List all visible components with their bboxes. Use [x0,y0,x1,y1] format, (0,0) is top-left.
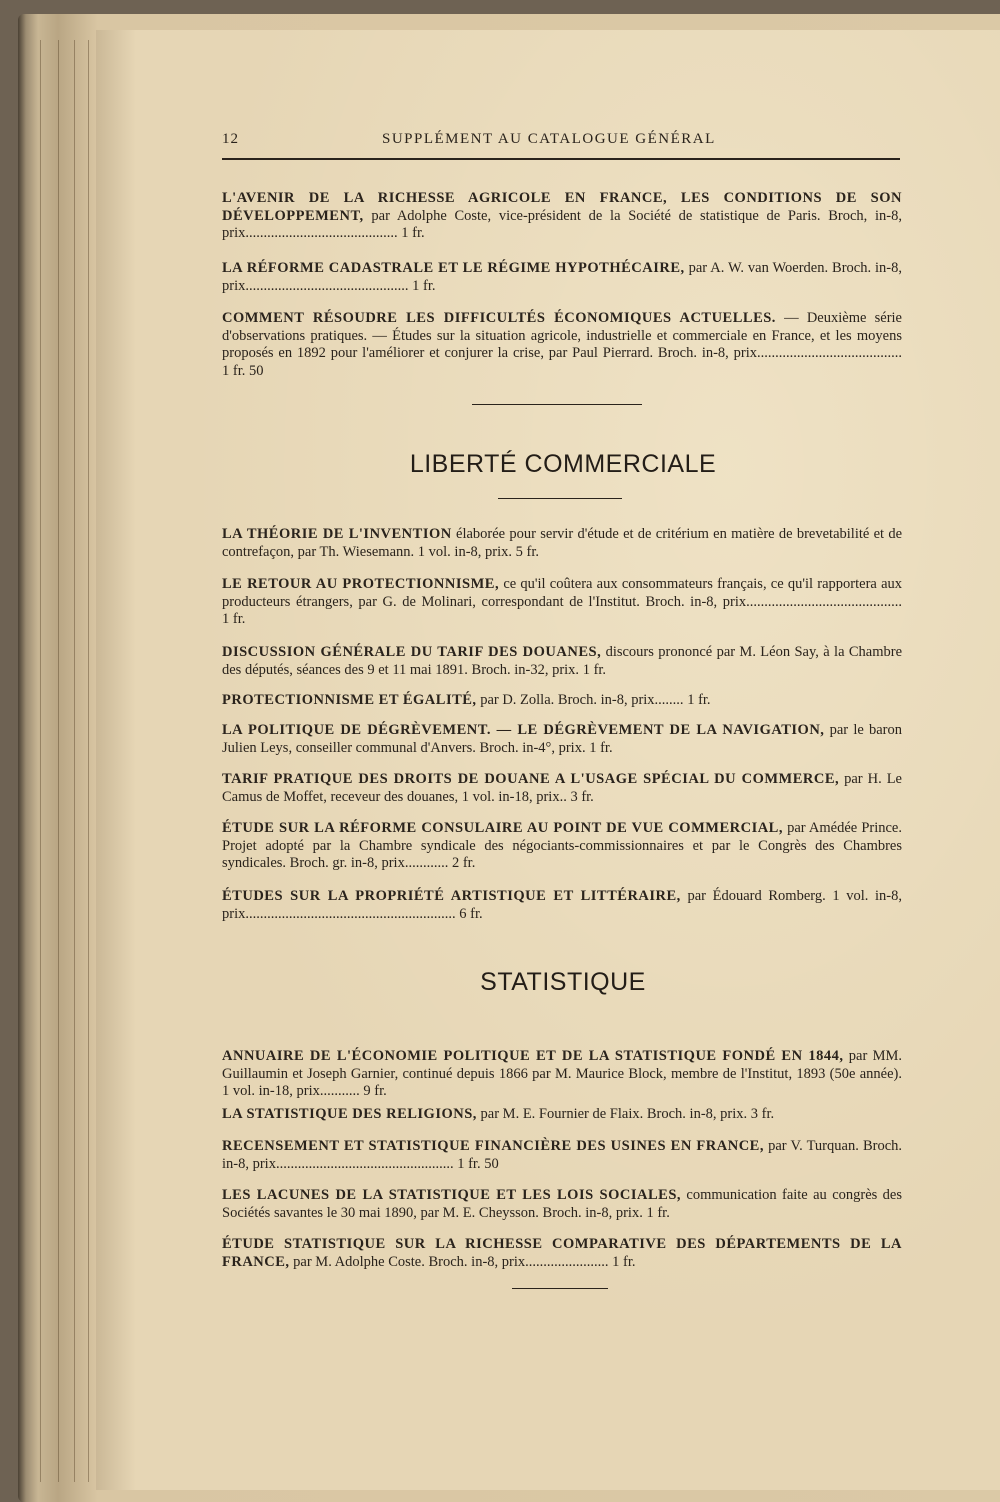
entry-text: discours prononcé par M. Léon Say, à la Chambre des députés, séances des 9 et 11 mai 1891. Broch. in-32, prix. [222,644,903,678]
entry-price: 1 fr. [646,1204,670,1221]
entry-price: 3 fr. [570,788,594,805]
entry-text: élaborée pour servir d'étude et de critérium en matière de brevetabilité et de contrefaçon, par Th. Wiesemann. 1 vol. in-8, prix. [222,526,903,560]
entry-price: 1 fr. 50 [457,1155,499,1172]
section-title: LIBERTÉ COMMERCIALE [409,450,717,478]
entry-text: communication faite au congrès des Sociétés savantes le 30 mai 1890, par M. E. Cheysson. Broch. in-8, prix. [222,1187,902,1221]
entry-text: par M. Adolphe Coste. Broch. in-8, prix....................... [293,1253,609,1270]
entry-price: 6 fr. [459,905,483,922]
page-edge-line [58,40,59,1482]
page-edge-line [40,40,41,1482]
catalogue-entry [222,644,902,679]
entry-text: — Deuxième série d'observations pratiques. — Études sur la situation agricole, industrielle et commerciale en France, et les moyens proposés en 1892 pour l'améliorer et conjurer la crise, par Paul Pierrard. Broch. in-8, prix........................................ [222,310,902,361]
entry-title: DISCUSSION GÉNÉRALE DU TARIF DES DOUANES, [222,644,602,660]
section-divider [512,1288,608,1289]
entry-price: 1 fr. [589,739,613,756]
entry-title: LA RÉFORME CADASTRALE ET LE RÉGIME HYPOTHÉCAIRE, [222,260,685,276]
entry-title: RECENSEMENT ET STATISTIQUE FINANCIÈRE DES USINES EN FRANCE, [222,1138,764,1154]
catalogue-entry [222,190,902,243]
entry-title: LA STATISTIQUE DES RELIGIONS, [222,1106,477,1122]
entry-price: 5 fr. [515,543,539,560]
catalogue-entry [222,1048,902,1101]
entry-price: 9 fr. [363,1083,387,1099]
entry-text: par D. Zolla. Broch. in-8, prix........ [480,692,684,708]
entry-text: par Adolphe Coste, vice-président de la Société de statistique de Paris. Broch, in-8, prix.......................................... [222,207,903,241]
entry-text: par M. E. Fournier de Flaix. Broch. in-8, prix. [480,1106,748,1122]
catalogue-entry [222,692,902,710]
entry-price: 1 fr. [612,1253,636,1270]
catalogue-entry [222,260,902,295]
entry-title: LES LACUNES DE LA STATISTIQUE ET LES LOIS SOCIALES, [222,1187,682,1203]
catalogue-entry [222,820,902,873]
catalogue-entry [222,1138,902,1173]
entry-price: 1 fr. 50 [222,362,264,379]
section-divider [472,404,642,405]
entry-text: ce qu'il coûtera aux consommateurs français, ce qu'il rapportera aux producteurs étrangers, par G. de Molinari, correspondant de l'Institut. Broch. in-8, prix........................................... [222,576,903,610]
entry-title: ÉTUDES SUR LA PROPRIÉTÉ ARTISTIQUE ET LITTÉRAIRE, [222,888,681,904]
page-number: 12 [222,131,239,147]
entry-title: COMMENT RÉSOUDRE LES DIFFICULTÉS ÉCONOMIQUES ACTUELLES. [222,310,776,326]
entry-title: L'AVENIR DE LA RICHESSE AGRICOLE EN FRANCE, LES CONDITIONS DE SON DÉVELOPPEMENT, [222,190,902,224]
entry-title: ÉTUDE SUR LA RÉFORME CONSULAIRE AU POINT DE VUE COMMERCIAL, [222,820,783,836]
entry-price: 1 fr. [582,661,607,678]
entry-text: par H. Le Camus de Moffet, receveur des douanes, 1 vol. in-18, prix.. [222,771,902,805]
entry-title: ANNUAIRE DE L'ÉCONOMIE POLITIQUE ET DE LA STATISTIQUE FONDÉ EN 1844, [222,1048,844,1064]
entry-text: par V. Turquan. Broch. in-8, prix................................................. [222,1138,902,1172]
section-divider [498,498,622,499]
page-edge-line [74,40,75,1482]
entry-text: par le baron Julien Leys, conseiller communal d'Anvers. Broch. in-4°, prix. [222,722,902,756]
entry-title: LA POLITIQUE DE DÉGRÈVEMENT. — LE DÉGRÈVEMENT DE LA NAVIGATION, [222,722,825,738]
section-title: STATISTIQUE [480,968,646,996]
header-rule [222,158,900,160]
catalogue-entry [222,1187,902,1222]
entry-title: TARIF PRATIQUE DES DROITS DE DOUANE A L'USAGE SPÉCIAL DU COMMERCE, [222,771,840,787]
entry-text: par Édouard Romberg. 1 vol. in-8, prix.......................................................... [222,888,902,922]
running-head [222,131,904,153]
running-title: SUPPLÉMENT AU CATALOGUE GÉNÉRAL [382,131,716,147]
entry-price: 3 fr. [750,1106,775,1122]
catalogue-entry [222,526,902,561]
catalogue-entry [222,1236,902,1271]
catalogue-entry [222,576,902,629]
catalogue-entry [222,310,902,380]
entry-title: PROTECTIONNISME ET ÉGALITÉ, [222,692,477,708]
catalogue-entry [222,722,902,757]
entry-title: LA THÉORIE DE L'INVENTION [222,526,452,542]
entry-title: ÉTUDE STATISTIQUE SUR LA RICHESSE COMPARATIVE DES DÉPARTEMENTS DE LA FRANCE, [222,1236,902,1270]
entry-price: 1 fr. [412,277,436,294]
entry-price: 1 fr. [687,692,711,708]
entry-text: par MM. Guillaumin et Joseph Garnier, continué depuis 1866 par M. Maurice Block, membre de l'Institut, 1893 (50e année). 1 vol. in-18, prix........... [222,1048,902,1099]
entry-text: par A. W. van Woerden. Broch. in-8, prix............................................. [222,260,902,294]
page-edge-line [88,40,89,1482]
entry-title: LE RETOUR AU PROTECTIONNISME, [222,576,500,592]
catalogue-page [96,30,1000,1490]
entry-text: par Amédée Prince. Projet adopté par la Chambre syndicale des négociants-commissionnaires et par le Congrès des Chambres syndicales. Broch. gr. in-8, prix............ [222,820,902,871]
entry-price: 2 fr. [451,855,476,871]
catalogue-entry [222,888,902,923]
catalogue-entry [222,771,902,806]
catalogue-entry [222,1106,902,1124]
entry-price: 1 fr. [222,611,246,627]
entry-price: 1 fr. [401,225,425,241]
